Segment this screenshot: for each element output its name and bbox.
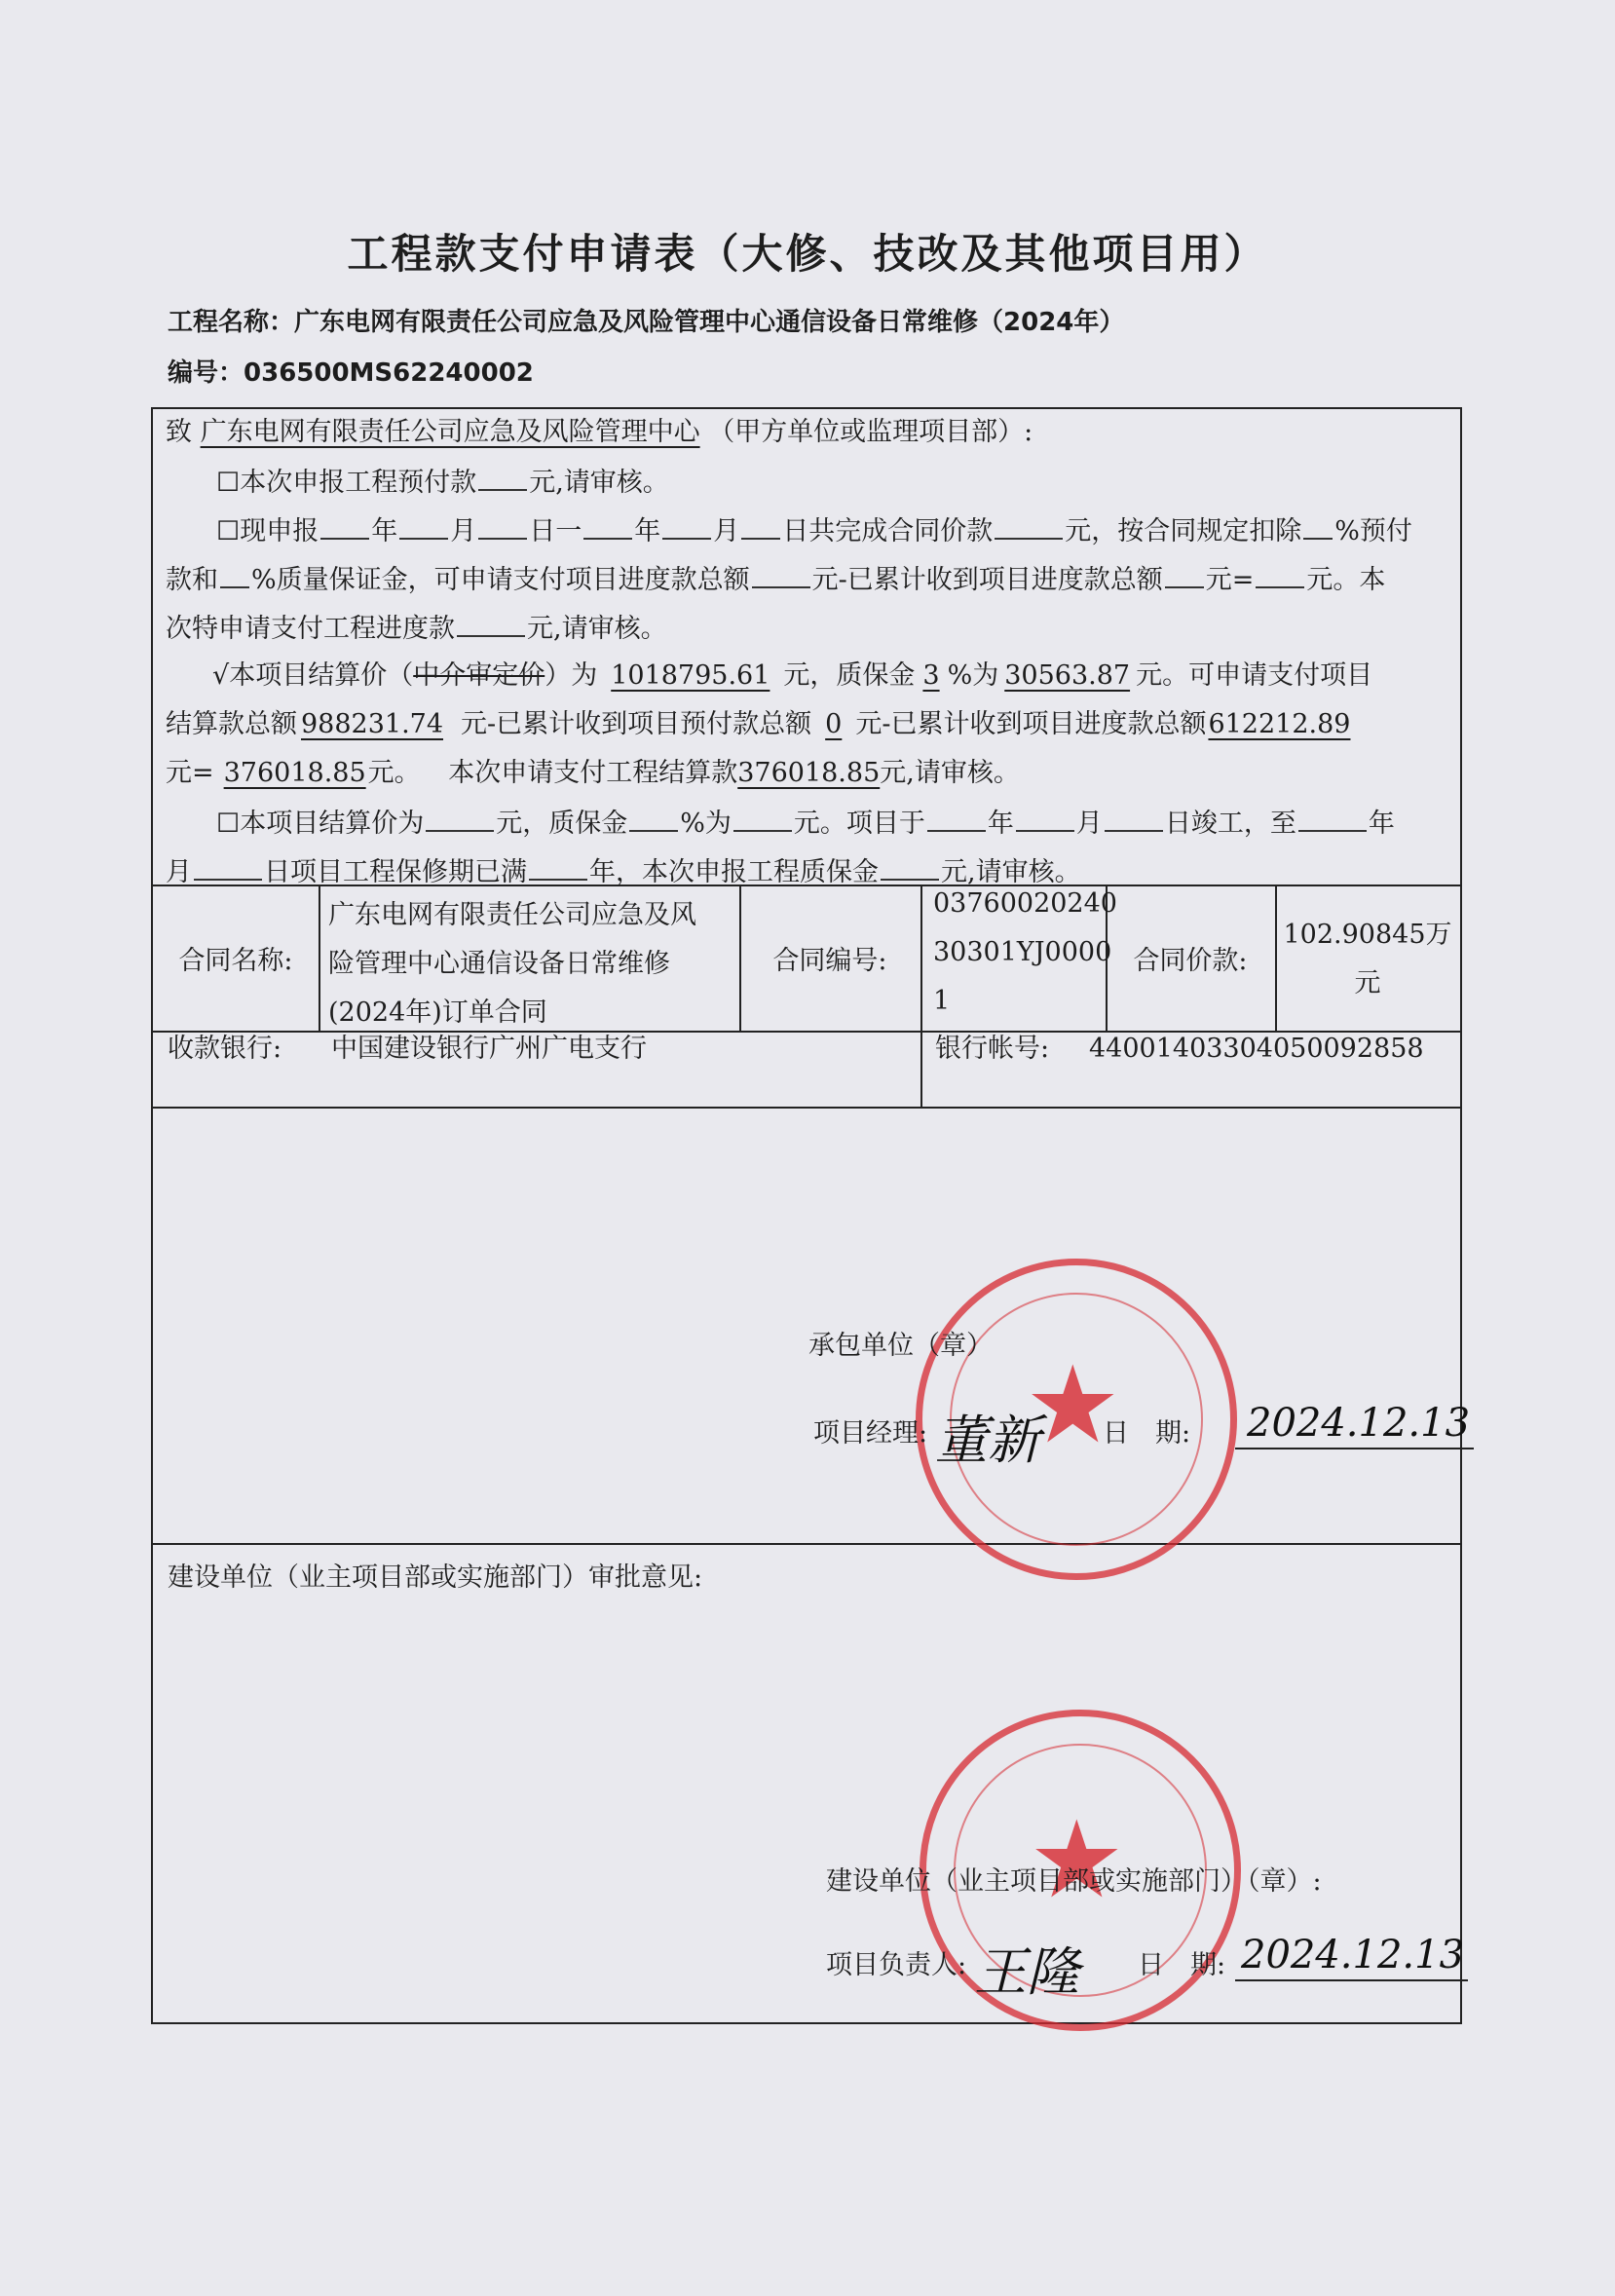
option-settlement-line3 <box>166 760 1020 786</box>
option-retention-line1 <box>216 809 1395 837</box>
number-row <box>168 353 534 389</box>
contract-price <box>1275 911 1460 1008</box>
option-advance <box>216 468 669 496</box>
project-name: 广东电网有限责任公司应急及风险管理中心通信设备日常维修（2024年） <box>294 308 1125 337</box>
checkbox-icon: ☐ <box>216 809 241 839</box>
settlement-price: 1018795.61 <box>611 660 770 691</box>
manager-signature: 董新 <box>935 1410 1040 1471</box>
option2-text: 次特申请支付工程进度款 <box>166 614 455 644</box>
option2-text: 月 <box>713 516 740 546</box>
balance-amount: 376018.85 <box>223 758 366 788</box>
owner-date: 2024.12.13 <box>1235 1933 1468 1981</box>
owner-opinion-label: 建设单位（业主项目部或实施部门）审批意见: <box>168 1562 703 1593</box>
contract-no-label: 合同编号: <box>772 946 887 976</box>
option4-text: 年，本次申报工程质保金 <box>589 857 879 887</box>
contractor-unit-label: 承包单位（章） <box>808 1331 993 1361</box>
checkmark-icon: √ <box>212 660 230 691</box>
option3-text: 结算款总额 <box>166 709 297 739</box>
divider <box>153 1107 1460 1109</box>
owner-stamp: ★ <box>920 1710 1241 2031</box>
contractor-date: 2024.12.13 <box>1235 1401 1474 1449</box>
option3-text: 本次申请支付工程结算款 <box>448 758 738 788</box>
project-name-row <box>168 302 1124 338</box>
advance-received: 0 <box>825 709 843 739</box>
option4-text: 日项目工程保修期已满 <box>264 857 527 887</box>
option2-text: 年 <box>634 516 661 546</box>
contract-price-line: 元 <box>1354 968 1381 998</box>
contract-no <box>933 880 1117 1026</box>
option2-text: 现申报 <box>240 516 319 546</box>
divider <box>319 885 320 1031</box>
option3-text: %为 <box>947 660 999 691</box>
option2-text: 元-已累计收到项目进度款总额 <box>811 565 1163 595</box>
option4-text: 年 <box>1368 809 1395 839</box>
option4-text: 本项目结算价为 <box>240 809 425 839</box>
option3-text: ）为 <box>545 660 598 691</box>
leader-signature: 王隆 <box>974 1941 1079 2003</box>
option1-text: 本次申报工程预付款 <box>240 468 477 498</box>
owner-date-label: 日 期: <box>1138 1950 1226 1980</box>
leader-label: 项目负责人: <box>826 1950 967 1980</box>
retention-amount: 30563.87 <box>1004 660 1131 691</box>
contract-name <box>328 891 737 1037</box>
option3-text: 元。可申请支付项目 <box>1136 660 1373 691</box>
manager-label: 项目经理: <box>813 1418 928 1449</box>
option2-text: 日一 <box>529 516 582 546</box>
this-payment: 376018.85 <box>737 758 881 788</box>
option-progress-line2 <box>166 565 1385 593</box>
option1-text-2: 元,请审核。 <box>529 468 669 498</box>
number-label: 编号： <box>168 358 244 388</box>
to-suffix: （甲方单位或监理项目部）: <box>708 417 1033 447</box>
option2-text: %质量保证金，可申请支付项目进度款总额 <box>251 565 750 595</box>
contractor-stamp: ★ <box>916 1259 1237 1580</box>
contractor-date-label: 日 期: <box>1103 1418 1191 1449</box>
contract-no-line: 1 <box>933 986 951 1016</box>
total-payable: 988231.74 <box>301 709 444 739</box>
addressee-line <box>166 419 1033 445</box>
option4-text: 元，质保金 <box>496 809 628 839</box>
option2-text: 元。本 <box>1306 565 1386 595</box>
contract-name-line: 广东电网有限责任公司应急及风 <box>328 900 696 930</box>
option4-text: 日竣工，至 <box>1164 809 1296 839</box>
bank-label: 收款银行: <box>168 1034 282 1064</box>
option2-text: 元,请审核。 <box>527 614 667 644</box>
option3-text: 本项目结算价（ <box>229 660 414 691</box>
form-frame <box>151 407 1462 2024</box>
option2-text: %预付 <box>1334 516 1412 546</box>
option3-text: 元-已累计收到项目进度款总额 <box>855 709 1207 739</box>
divider <box>920 885 922 1107</box>
option-progress-line1 <box>216 516 1412 545</box>
contract-price-line: 102.90845万 <box>1283 920 1452 950</box>
account-label: 银行帐号: <box>935 1034 1050 1064</box>
option3-text: 元，质保金 <box>783 660 916 691</box>
option-settlement-line2 <box>166 711 1352 737</box>
retention-pct: 3 <box>922 660 940 691</box>
option2-text: 年 <box>371 516 398 546</box>
option4-text: 元,请审核。 <box>941 857 1081 887</box>
contract-name-label: 合同名称: <box>178 946 293 976</box>
owner-unit-label: 建设单位（业主项目部或实施部门）（章）: <box>826 1866 1322 1897</box>
number-value: 036500MS62240002 <box>244 358 534 388</box>
option3-text: 元。 <box>367 758 421 788</box>
project-name-label: 工程名称： <box>168 308 295 337</box>
option2-text: 元，按合同规定扣除 <box>1065 516 1302 546</box>
checkbox-icon: ☐ <box>216 468 241 498</box>
contract-no-line: 03760020240 <box>933 888 1117 919</box>
page-title: 工程款支付申请表（大修、技改及其他项目用） <box>347 230 1268 278</box>
option4-text: %为 <box>680 809 732 839</box>
to-prefix: 致 <box>166 417 192 447</box>
option-settlement-line1 <box>212 662 1372 689</box>
option4-text: 年 <box>987 809 1014 839</box>
to-unit: 广东电网有限责任公司应急及风险管理中心 <box>200 417 700 447</box>
progress-received: 612212.89 <box>1208 709 1351 739</box>
option3-text: 元= <box>166 758 214 788</box>
option4-text: 元。项目于 <box>793 809 925 839</box>
option4-text: 月 <box>1075 809 1103 839</box>
struck-text: 中介审定价 <box>413 660 545 691</box>
option2-text: 款和 <box>166 565 218 595</box>
option4-text: 月 <box>166 857 192 887</box>
option3-text: 元-已累计收到项目预付款总额 <box>461 709 812 739</box>
checkbox-icon: ☐ <box>216 516 241 546</box>
bank-name: 中国建设银行广州广电支行 <box>331 1034 647 1064</box>
option2-text: 月 <box>450 516 477 546</box>
contract-no-line: 30301YJ0000 <box>933 937 1112 967</box>
option-progress-line3 <box>166 614 667 642</box>
option2-text: 元= <box>1205 565 1255 595</box>
divider <box>153 1543 1460 1545</box>
contract-name-line: 险管理中心通信设备日常维修 <box>328 949 670 979</box>
contract-name-line: (2024年)订单合同 <box>328 997 547 1028</box>
contract-price-label: 合同价款: <box>1133 946 1248 976</box>
option3-text: 元,请审核。 <box>880 758 1020 788</box>
option2-text: 日共完成合同价款 <box>782 516 994 546</box>
account-number: 44001403304050092858 <box>1089 1034 1424 1064</box>
